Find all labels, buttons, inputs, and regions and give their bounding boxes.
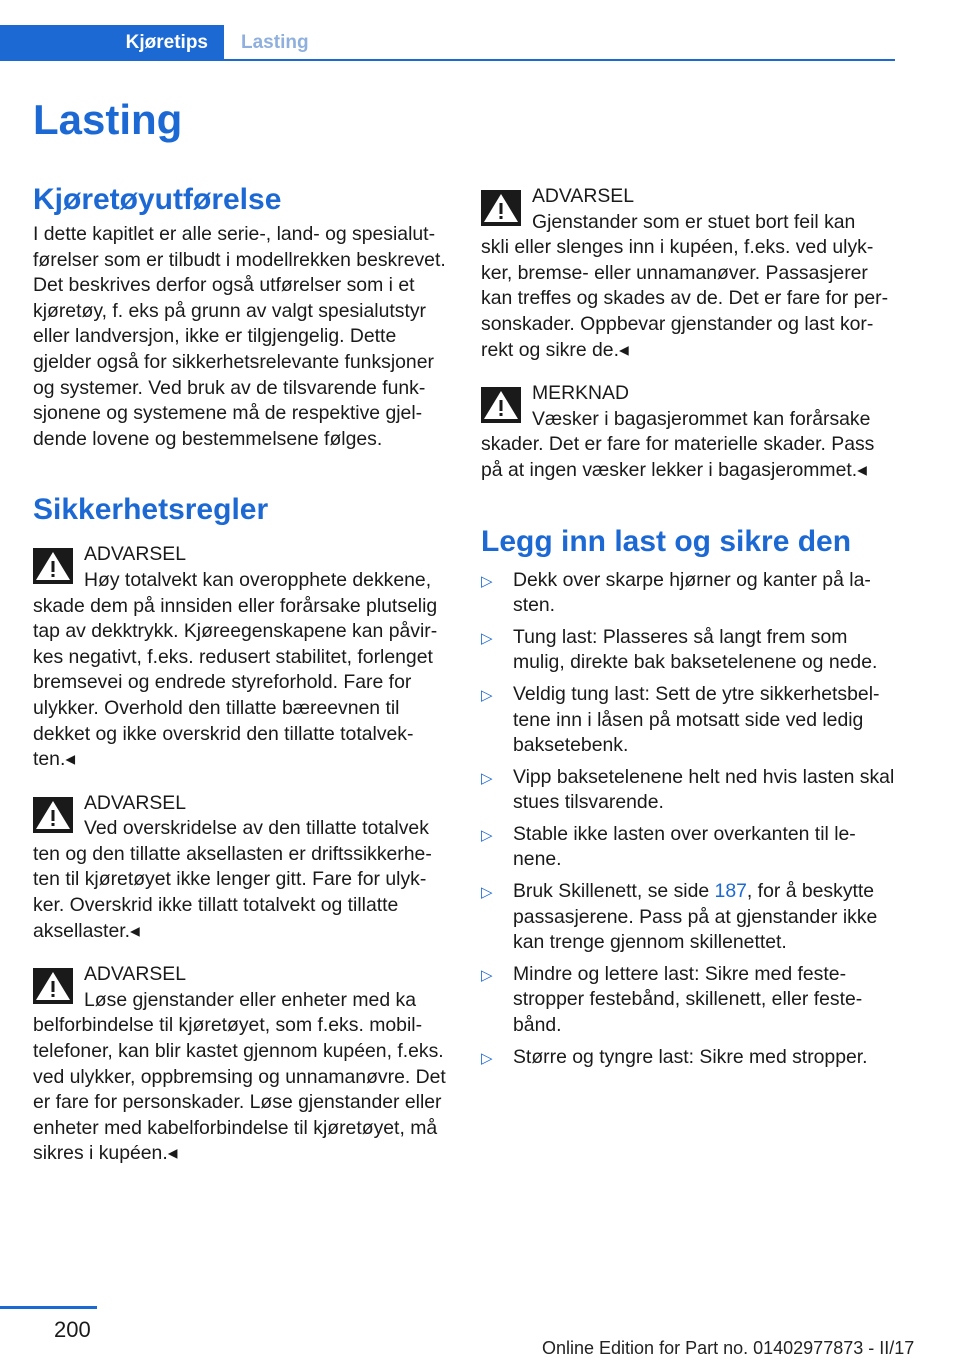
- warning-first-line: Gjenstander som er stuet bort feil kan: [532, 210, 856, 233]
- list-item: ▷ Mindre og lettere last: Sikre med festestropper festebånd, skillenett, eller festebånd.: [481, 962, 863, 1037]
- warning-block: [481, 184, 897, 363]
- page-number: 200: [54, 1317, 91, 1342]
- section-heading-load-securing: Legg inn last og sikre den: [481, 524, 852, 558]
- footer-edition-text: Online Edition for Part no. 01402977873 - II/17: [542, 1338, 915, 1358]
- left-column: [33, 178, 449, 1167]
- warning-first-line: Ved overskridelse av den tillatte totalvek: [84, 817, 429, 840]
- chapter-tab-bar: [0, 25, 895, 61]
- bullet-triangle-icon: ▷: [481, 884, 493, 902]
- warning-triangle-icon: [33, 797, 73, 833]
- tab-kjoretips[interactable]: Kjøretips: [0, 25, 224, 61]
- page-title: Lasting: [33, 96, 183, 143]
- tab-bar-underline: [0, 59, 895, 61]
- notice-text: skader. Det er fare for materielle skader. Pass på at ingen væsker lekker i bagasjerommet.◂: [481, 433, 875, 481]
- warning-text: skli eller slenges inn i kupéen, f.eks. ved ulykker, bremse- eller unnamanøver. Passasjerer kan treffes og skades av de. Det er fare for personskader. Oppbevar gjenstander og last korrekt og sikre de.◂: [481, 236, 889, 361]
- list-item: ▷ Dekk over skarpe hjørner og kanter på lasten.: [481, 568, 871, 617]
- warning-block: [33, 962, 449, 1167]
- list-item: ▷ Større og tyngre last: Sikre med stropper.: [481, 1045, 897, 1071]
- list-item: ▷ Vipp baksetelenene helt ned hvis lasten skal stues tilsvarende.: [481, 765, 895, 814]
- bullet-triangle-icon: ▷: [481, 769, 493, 787]
- bullet-triangle-icon: ▷: [481, 966, 493, 984]
- section-heading-safety-rules: Sikkerhetsregler: [33, 493, 269, 527]
- bullet-triangle-icon: ▷: [481, 629, 493, 647]
- warning-block: [33, 791, 449, 945]
- bullet-triangle-icon: ▷: [481, 572, 493, 590]
- list-item: ▷ Tung last: Plasseres så langt frem som mulig, direkte bak baksetelenene og nede.: [481, 625, 878, 674]
- warning-text: skade dem på innsiden eller forårsake plutselig tap av dekktrykk. Kjøreegenskapene kan påvirkes negativt, f.eks. redusert stabilitet, forlenget bremsevei og endrede styreforhold. Fare for ulykker. Overhold den tillatte bæreevnen til dekket og ikke overskrid den tillatte totalvekten.◂: [33, 594, 438, 771]
- section-heading-vehicle-version: Kjøretøyutførelse: [33, 183, 282, 216]
- list-item: ▷ Veldig tung last: Sett de ytre sikkerhetsbeltene inn i låsen på motsatt side ved ledig baksetebenk.: [481, 682, 880, 757]
- warning-text: ten og den tillatte aksellasten er driftssikkerheten til kjøretøyet ikke lenger gitt. Fare for ulykker. Overskrid ikke tillatt totalvekt og tillatte aksellaster.◂: [33, 842, 432, 942]
- warning-triangle-icon: [33, 548, 73, 584]
- list-item: ▷ Bruk Skillenett, se side 187, for å beskytte passasjerene. Pass på at gjenstander ikke kan trenge gjennom skillenettet.: [481, 880, 878, 954]
- warning-triangle-icon: [33, 968, 73, 1004]
- notice-first-line: Væsker i bagasjerommet kan forårsake: [532, 407, 871, 430]
- footer-accent-line: [0, 1306, 97, 1309]
- warning-triangle-icon: [481, 387, 521, 423]
- load-securing-list: [481, 568, 897, 1071]
- bullet-triangle-icon: ▷: [481, 826, 493, 844]
- warning-label: ADVARSEL: [532, 185, 635, 207]
- warning-label: ADVARSEL: [84, 543, 187, 566]
- warning-label: ADVARSEL: [84, 963, 187, 986]
- notice-label: MERKNAD: [532, 382, 629, 405]
- notice-block: [481, 381, 897, 483]
- warning-first-line: Løse gjenstander eller enheter med ka: [84, 988, 416, 1011]
- right-column: [481, 178, 897, 1076]
- bullet-triangle-icon: ▷: [481, 686, 493, 704]
- warning-first-line: Høy totalvekt kan overopphete dekkene,: [84, 568, 432, 591]
- section-body-vehicle-version: I dette kapitlet er alle serie-, land- og spesialutførelser som er tilbudt i modellrekken beskrevet. Det beskrives derfor også utførelser som i et kjøretøy, f. eks på grunn av valgt spesialutstyr eller landversjon, ikke er tilgjengelig. Dette gjelder også for sikkerhetsrelevante funksjoner og systemer. Ved bruk av de tilsvarende funksjonene og systemene må de respektive gjeldende lovene og bestemmelsene følges.: [33, 223, 446, 450]
- warning-text: belforbindelse til kjøretøyet, som f.eks. mobiltelefoner, kan blir kastet gjennom kupéen, f.eks. ved ulykker, oppbremsing og unnamanøvre. Det er fare for personskader. Løse gjenstander eller enheter med kabelforbindelse til kjøretøyet, må sikres i kupéen.◂: [33, 1014, 446, 1165]
- warning-block: [33, 542, 449, 772]
- list-item: ▷ Stable ikke lasten over overkanten til lenene.: [481, 822, 856, 871]
- tab-lasting[interactable]: Lasting: [241, 32, 309, 53]
- page-link-187[interactable]: 187: [714, 880, 747, 903]
- bullet-triangle-icon: ▷: [481, 1049, 493, 1067]
- warning-triangle-icon: [481, 190, 521, 226]
- warning-label: ADVARSEL: [84, 791, 187, 814]
